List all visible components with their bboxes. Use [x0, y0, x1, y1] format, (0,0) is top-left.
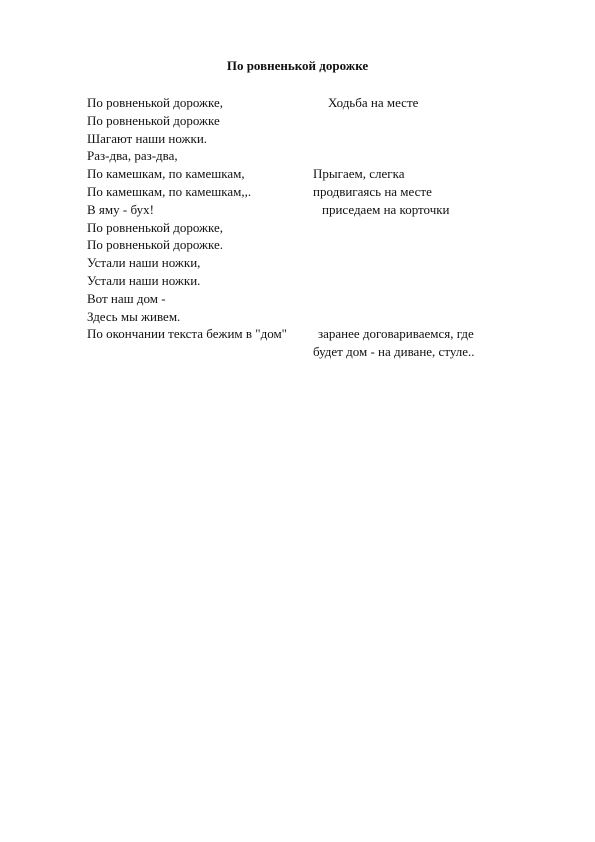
poem-line: [87, 254, 527, 272]
verse-text: Здесь мы живем.: [87, 308, 181, 324]
poem-line: [87, 130, 527, 148]
verse-text: Устали наши ножки.: [87, 272, 201, 288]
movement-note: Прыгаем, слегка: [313, 166, 405, 182]
poem-line: [87, 112, 527, 130]
poem-block: [87, 94, 527, 361]
poem-line: [87, 325, 527, 343]
verse-text: По ровненькой дорожке: [87, 112, 220, 128]
poem-line: [87, 147, 527, 165]
poem-line: [87, 219, 527, 237]
verse-text: По ровненькой дорожке.: [87, 237, 224, 253]
poem-line: [87, 201, 527, 219]
movement-note: заранее договариваемся, где: [318, 326, 474, 342]
verse-text: По камешкам, по камешкам,,.: [87, 183, 252, 199]
verse-text: Раз-два, раз-два,: [87, 148, 178, 164]
verse-text: Шагают наши ножки.: [87, 130, 208, 146]
verse-text: По ровненькой дорожке,: [87, 219, 224, 235]
verse-text: Устали наши ножки,: [87, 255, 201, 271]
poem-line: [87, 165, 527, 183]
verse-text: По ровненькой дорожке,: [87, 95, 224, 110]
poem-line: [87, 272, 527, 290]
poem-line: [87, 183, 527, 201]
poem-line: [87, 290, 527, 308]
verse-text: В яму - бух!: [87, 201, 154, 217]
verse-text: По окончании текста бежим в "дом": [87, 326, 287, 342]
movement-note: приседаем на корточки: [322, 201, 450, 217]
verse-text: Вот наш дом -: [87, 290, 166, 306]
movement-note: продвигаясь на месте: [313, 183, 432, 199]
poem-line: [87, 94, 527, 112]
verse-text: По камешкам, по камешкам,: [87, 166, 245, 182]
document-title: По ровненькой дорожке: [226, 58, 369, 73]
poem-line: [87, 343, 527, 361]
poem-line: [87, 308, 527, 326]
poem-line: [87, 236, 527, 254]
movement-note: будет дом - на диване, стуле..: [313, 344, 475, 360]
movement-note: Ходьба на месте: [328, 95, 419, 110]
